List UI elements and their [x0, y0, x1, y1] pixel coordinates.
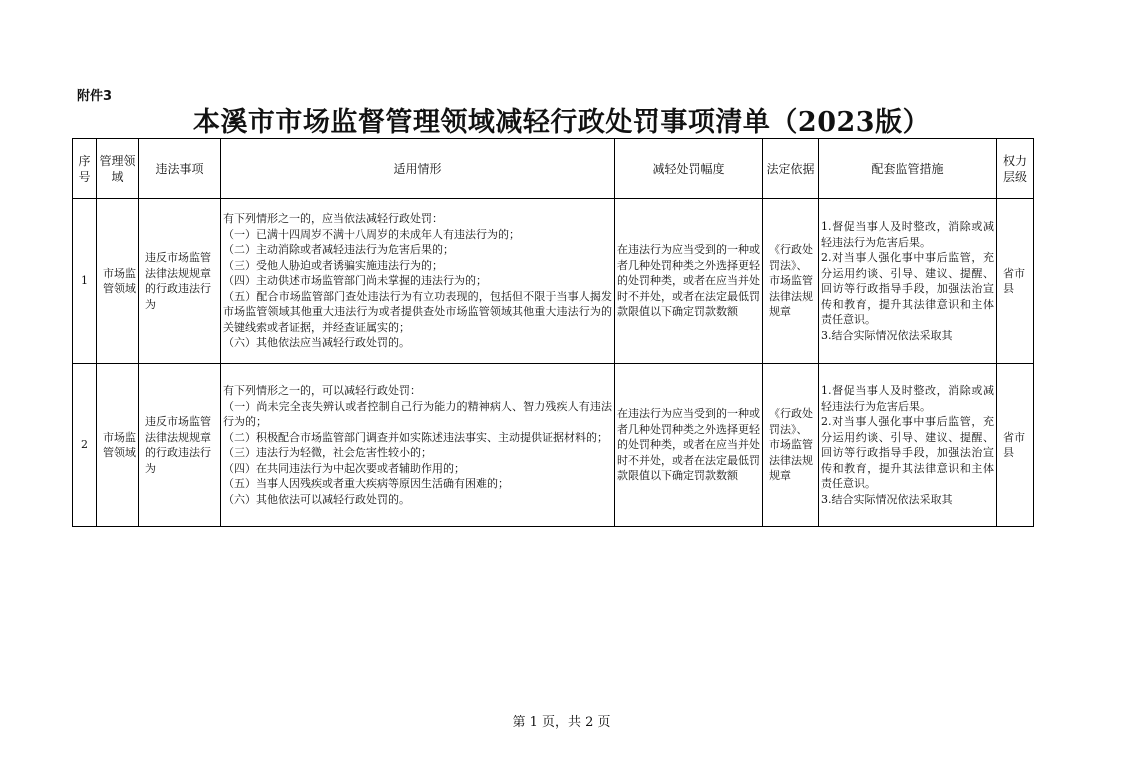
circumstance-line: （一）尚未完全丧失辨认或者控制自己行为能力的精神病人、智力残疾人有违法行为的；	[223, 399, 612, 428]
document-title: 本溪市市场监督管理领域减轻行政处罚事项清单（2023版）	[192, 107, 931, 138]
header-violation: 违法事项	[139, 139, 221, 199]
circumstance-line: （三）受他人胁迫或者诱骗实施违法行为的；	[223, 258, 443, 272]
header-circumstances: 适用情形	[221, 139, 615, 199]
row-measures	[819, 364, 997, 527]
measure-line: 3.结合实际情况依法采取其	[821, 328, 953, 342]
circumstance-line: （五）配合市场监管部门查处违法行为有立功表现的，包括但不限于当事人揭发市场监管领域其他重大违法行为或者提供查处市场监管领域其他重大违法行为的关键线索或者证据，并经查证属实的；	[223, 289, 612, 334]
row-basis: 《行政处罚法》、市场监管法律法规规章	[763, 199, 819, 364]
table-row	[73, 364, 1034, 527]
measure-line: 1.督促当事人及时整改，消除或减轻违法行为危害后果。	[821, 384, 994, 413]
header-range: 减轻处罚幅度	[615, 139, 763, 199]
row-level: 省市县	[997, 364, 1034, 527]
attachment-label: 附件3	[77, 89, 113, 104]
row-seq: 1	[73, 199, 97, 364]
row-violation: 违反市场监管法律法规规章的行政违法行为	[139, 199, 221, 364]
measure-line: 3.结合实际情况依法采取其	[821, 492, 953, 506]
row-circumstances	[221, 199, 615, 364]
page-footer: 第 1 页，共 2 页	[512, 715, 611, 730]
header-field: 管理领域	[97, 139, 139, 199]
row-basis: 《行政处罚法》、市场监管法律法规规章	[763, 364, 819, 527]
header-row	[73, 139, 1034, 199]
row-seq: 2	[73, 364, 97, 527]
row-circumstances	[221, 364, 615, 527]
row-violation: 违反市场监管法律法规规章的行政违法行为	[139, 364, 221, 527]
header-basis: 法定依据	[763, 139, 819, 199]
circumstance-line: （一）已满十四周岁不满十八周岁的未成年人有违法行为的；	[223, 227, 520, 241]
circumstance-line: （五）当事人因残疾或者重大疾病等原因生活确有困难的；	[223, 477, 509, 490]
circumstance-line: （六）其他依法可以减轻行政处罚的。	[223, 492, 410, 506]
header-seq: 序号	[73, 139, 97, 199]
circumstance-line: 有下列情形之一的，应当依法减轻行政处罚：	[223, 212, 443, 226]
circumstance-line: （四）在共同违法行为中起次要或者辅助作用的；	[223, 461, 465, 475]
row-level: 省市县	[997, 199, 1034, 364]
circumstance-line: （二）主动消除或者减轻违法行为危害后果的；	[223, 243, 454, 257]
measure-line: 1.督促当事人及时整改，消除或减轻违法行为危害后果。	[821, 220, 994, 249]
header-level: 权力层级	[997, 139, 1034, 199]
measure-line: 2.对当事人强化事中事后监管，充分运用约谈、引导、建议、提醒、回访等行政指导手段，加强法治宣传和教育，提升其法律意识和主体责任意识。	[821, 415, 994, 490]
table-row	[73, 199, 1034, 364]
row-field: 市场监管领域	[97, 199, 139, 364]
circumstance-line: 有下列情形之一的，可以减轻行政处罚：	[223, 384, 421, 397]
measure-line: 2.对当事人强化事中事后监管，充分运用约谈、引导、建议、提醒、回访等行政指导手段，加强法治宣传和教育，提升其法律意识和主体责任意识。	[821, 251, 994, 326]
circumstance-line: （二）积极配合市场监管部门调查并如实陈述违法事实、主动提供证据材料的；	[223, 430, 608, 444]
penalty-table	[72, 138, 1034, 527]
circumstance-line: （六）其他依法应当减轻行政处罚的。	[223, 336, 410, 350]
row-range: 在违法行为应当受到的一种或者几种处罚种类之外选择更轻的处罚种类，或者在应当并处时不并处，或者在法定最低罚款限值以下确定罚款数额	[615, 364, 763, 527]
circumstance-line: （三）违法行为轻微，社会危害性较小的；	[223, 446, 432, 459]
row-field: 市场监管领域	[97, 364, 139, 527]
row-measures	[819, 199, 997, 364]
circumstance-line: （四）主动供述市场监管部门尚未掌握的违法行为的；	[223, 274, 487, 288]
row-range: 在违法行为应当受到的一种或者几种处罚种类之外选择更轻的处罚种类，或者在应当并处时不并处，或者在法定最低罚款限值以下确定罚款数额	[615, 199, 763, 364]
header-measures: 配套监管措施	[819, 139, 997, 199]
